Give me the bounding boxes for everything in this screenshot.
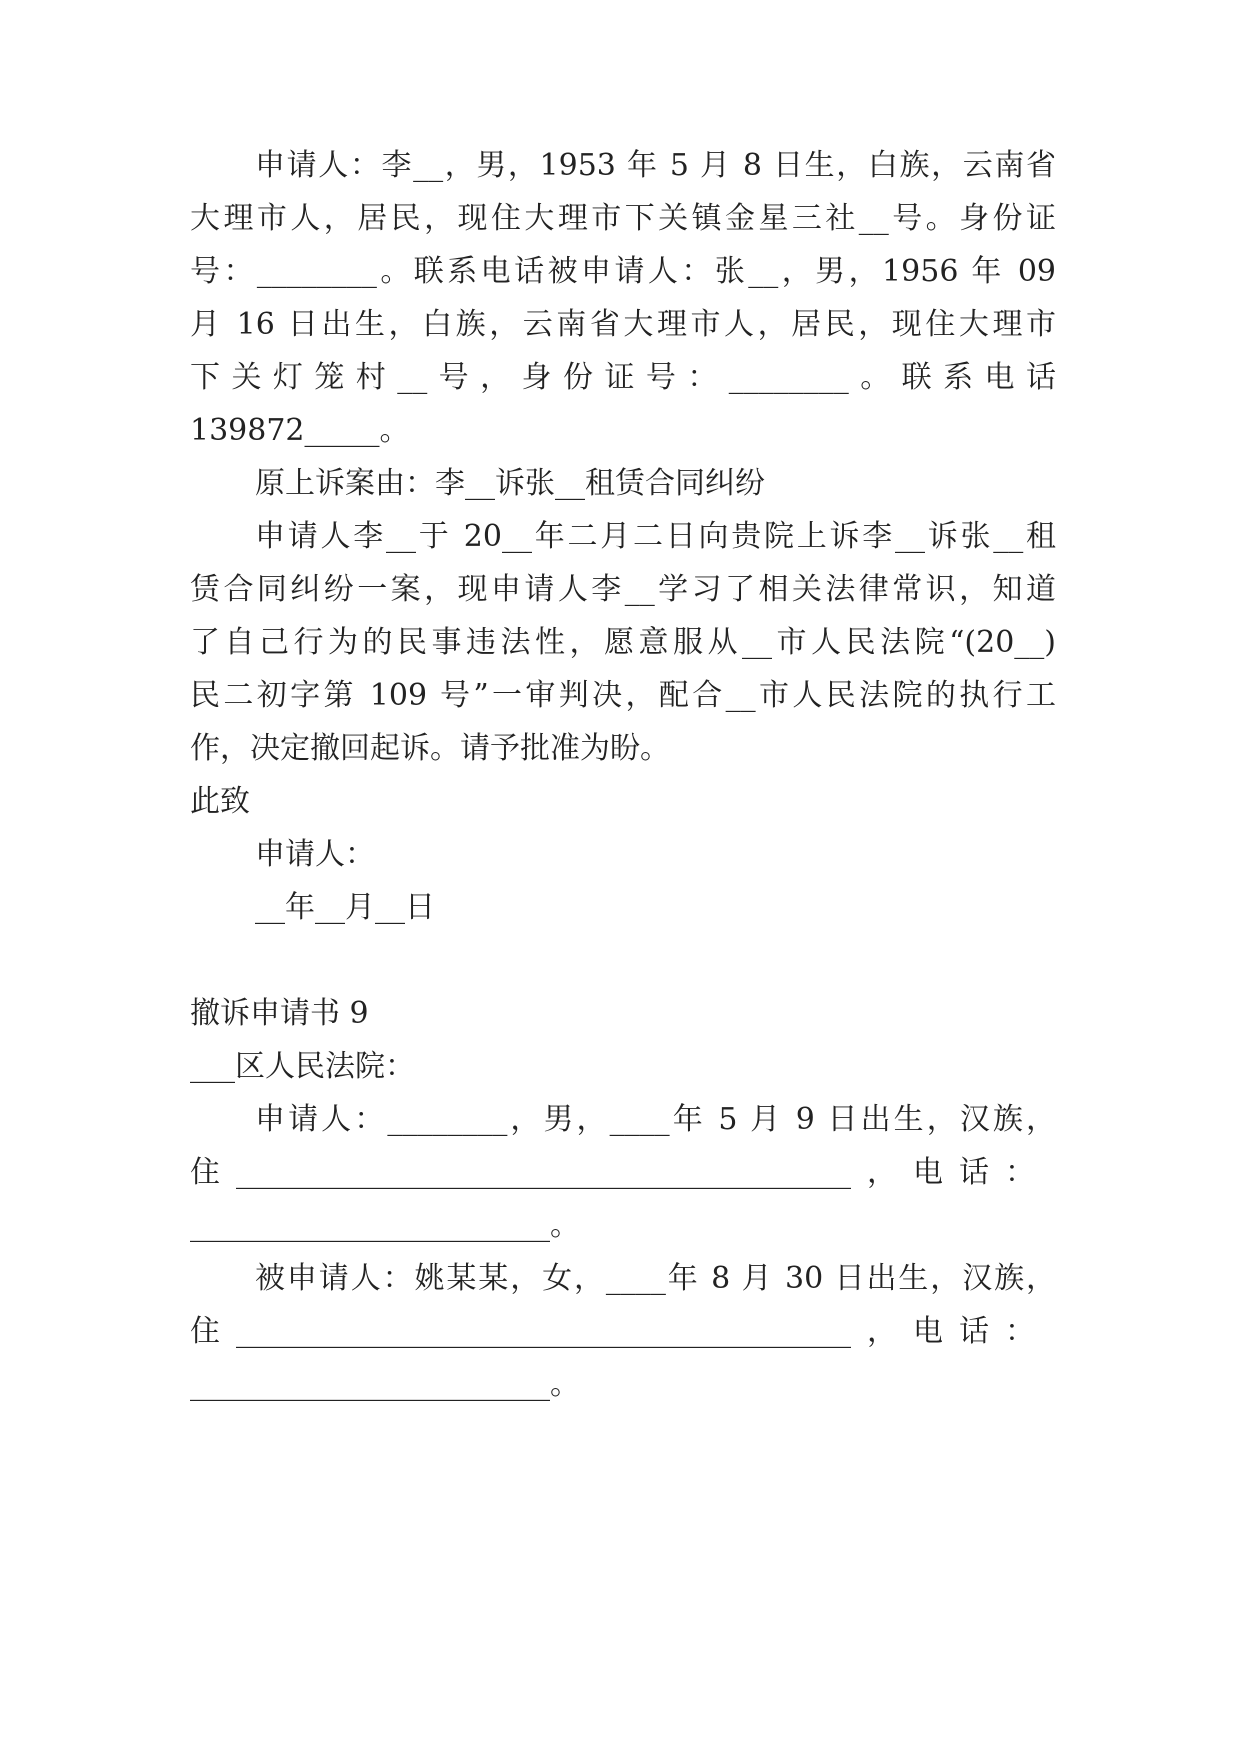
paragraph-line: ________________________。 <box>190 1367 580 1402</box>
paragraph-line: 作，决定撤回起诉。请予批准为盼。 <box>190 731 670 766</box>
paragraph-line: 住_________________________________________，电话： <box>190 1314 1035 1349</box>
paragraph-line: 139872_____。 <box>190 413 410 448</box>
signature-label: 申请人： <box>255 837 375 872</box>
paragraph-line: 住_________________________________________，电话： <box>190 1155 1035 1190</box>
paragraph-line: 赁合同纠纷一案，现申请人李__学习了相关法律常识，知道 <box>190 572 1056 607</box>
court-addressee: ___区人民法院： <box>190 1049 415 1084</box>
paragraph-line: 民二初字第 109 号”一审判决，配合__市人民法院的执行工 <box>190 678 1056 713</box>
paragraph-line: 月 16 日出生，白族，云南省大理市人，居民，现住大理市 <box>190 307 1056 342</box>
paragraph-line: ________________________。 <box>190 1208 580 1243</box>
paragraph-line: 号：________。联系电话被申请人：张__，男，1956 年 09 <box>190 254 1056 289</box>
salutation: 此致 <box>190 784 250 819</box>
section-title: 撤诉申请书 9 <box>190 996 369 1031</box>
paragraph-line: 被申请人：姚某某，女，____年 8 月 30 日出生，汉族， <box>255 1261 1056 1296</box>
paragraph-line: 申请人：________，男，____年 5 月 9 日出生，汉族， <box>255 1102 1056 1137</box>
paragraph-line: 申请人李__于 20__年二月二日向贵院上诉李__诉张__租 <box>255 519 1056 554</box>
paragraph-line: 下关灯笼村__号，身份证号：________。联系电话 <box>190 360 1056 395</box>
case-cause: 原上诉案由：李__诉张__租赁合同纠纷 <box>255 466 765 501</box>
paragraph-line: 了自己行为的民事违法性，愿意服从__市人民法院“(20__) <box>190 625 1056 660</box>
paragraph-line: 大理市人，居民，现住大理市下关镇金星三社__号。身份证 <box>190 201 1056 236</box>
paragraph-line: 申请人：李__，男，1953 年 5 月 8 日生，白族，云南省 <box>255 148 1056 183</box>
date-line: __年__月__日 <box>255 890 435 925</box>
